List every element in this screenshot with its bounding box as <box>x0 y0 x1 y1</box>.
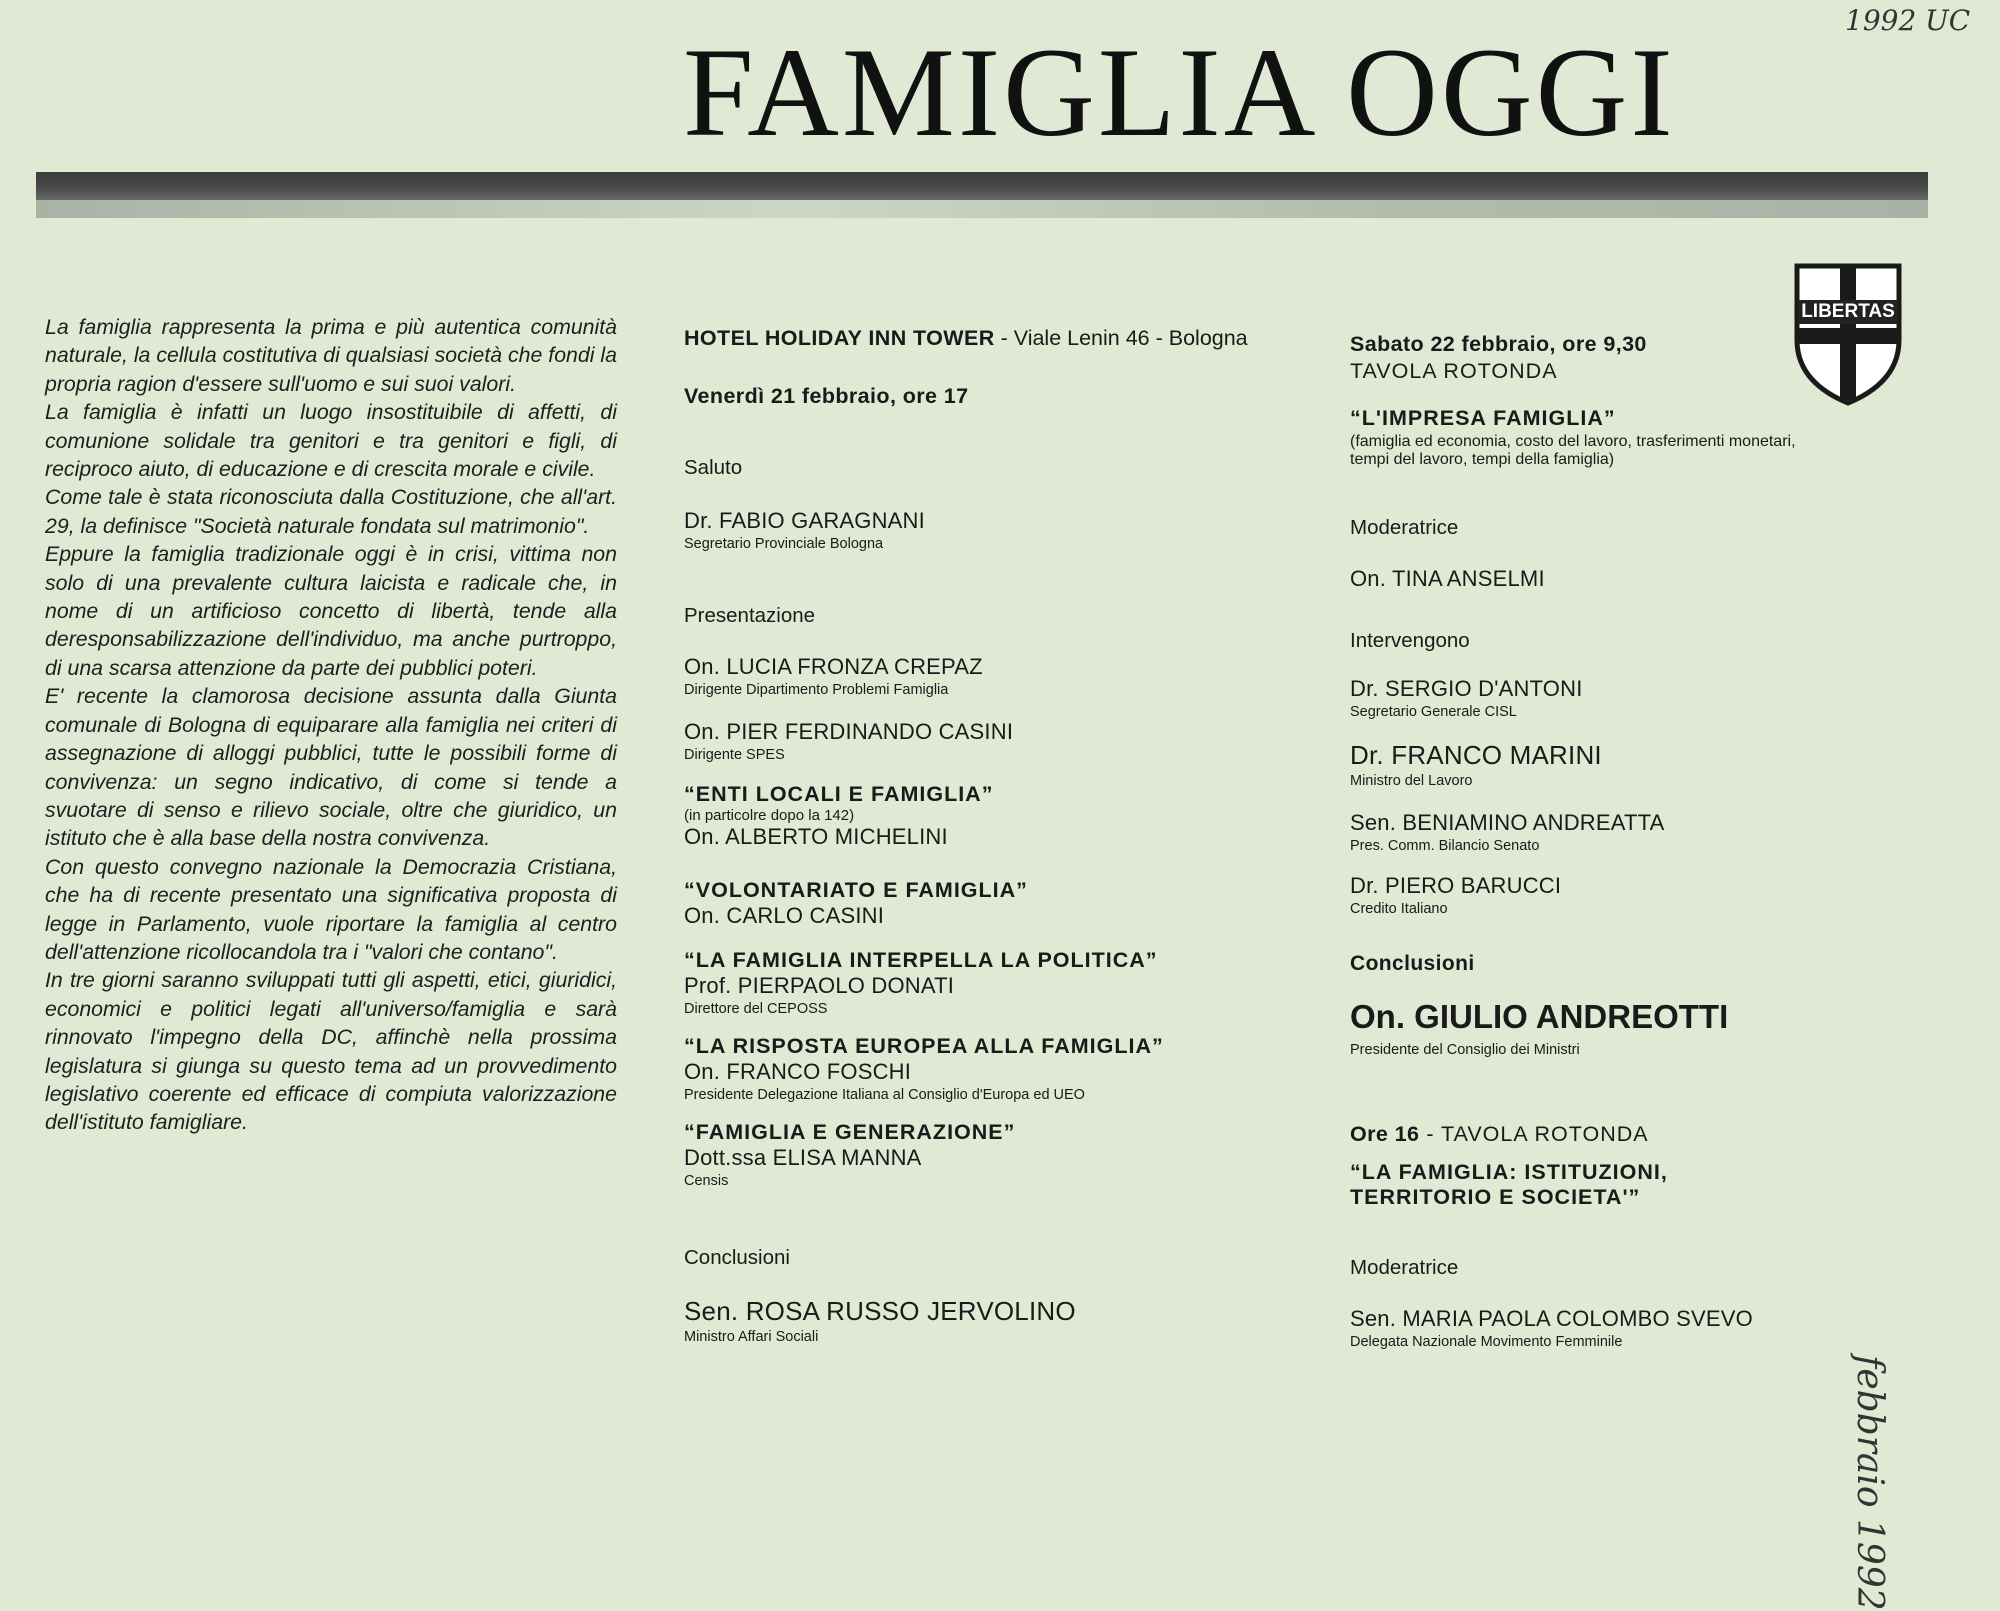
intervengono-label: Intervengono <box>1350 629 1470 652</box>
libertas-label: LIBERTAS <box>1798 300 1898 324</box>
intro-paragraph: Eppure la famiglia tradizionale oggi è in crisi, vittima non solo di una prevalente cultura laicista e radicale che, in nome di un artificioso concetto di libertà, tende alla deresponsabilizzazione dell'individuo, ma anche purtroppo, di una scarsa attenzione da parte dei pubblici poteri. <box>45 542 617 680</box>
speaker-role: Delegata Nazionale Movimento Femminile <box>1350 1334 1623 1350</box>
saluto-speaker <box>684 508 925 552</box>
speaker-role: Ministro Affari Sociali <box>684 1329 819 1345</box>
intro-paragraph: Con questo convegno nazionale la Democrazia Cristiana, che ha di recente presentato una significativa proposta di legge in Parlamento, vuole riportare la famiglia al centro dell'attenzione ricollocandola tra i "valori che contano". <box>45 854 617 964</box>
intro-paragraph: La famiglia rappresenta la prima e più autentica comunità naturale, la cellula costitutiva di qualsiasi società che fondi la propria ragion d'essere sull'uomo e sui suoi valori. <box>45 315 617 396</box>
topic-note: tempi del lavoro, tempi della famiglia) <box>1350 451 1615 468</box>
talk-title: “FAMIGLIA E GENERAZIONE” <box>684 1120 1016 1144</box>
topic-title: TERRITORIO E SOCIETA'” <box>1350 1185 1641 1209</box>
speaker-name: Dr. PIERO BARUCCI <box>1350 873 1562 898</box>
talk-title: “LA FAMIGLIA INTERPELLA LA POLITICA” <box>684 948 1158 972</box>
handwritten-note: 1992 UC <box>1845 4 1971 37</box>
speaker-name: Dr. FRANCO MARINI <box>1350 740 1602 770</box>
talk-politica <box>684 948 1158 1017</box>
speaker-role: Pres. Comm. Bilancio Senato <box>1350 838 1540 854</box>
conclusioni-speaker <box>684 1296 1076 1345</box>
venue-name: HOTEL HOLIDAY INN TOWER <box>684 326 995 350</box>
venue-line <box>684 326 1248 351</box>
talk-title: “ENTI LOCALI E FAMIGLIA” <box>684 782 994 806</box>
conclusioni-label: Conclusioni <box>1350 952 1475 975</box>
friday-date: Venerdì 21 febbraio, ore 17 <box>684 384 969 408</box>
talk-volontariato <box>684 878 1028 929</box>
afternoon-session <box>1350 1122 1649 1147</box>
conclusioni-speaker <box>1350 998 1728 1058</box>
speaker-role: Presidente del Consiglio dei Ministri <box>1350 1042 1580 1058</box>
speaker-role: Dirigente Dipartimento Problemi Famiglia <box>684 682 949 698</box>
speaker-name: On. CARLO CASINI <box>684 903 885 928</box>
moderatrice-label: Moderatrice <box>1350 516 1459 539</box>
saturday-topic <box>1350 406 1796 469</box>
saturday-date: Sabato 22 febbraio, ore 9,30 <box>1350 332 1647 356</box>
intro-paragraph: E' recente la clamorosa decisione assunta dalla Giunta comunale di Bologna di equiparare alla famiglia nei criteri di assegnazione di alloggi pubblici, tutte le possibili forme di convivenza: un segno indicativo, di come si tende a svuotare di senso e rilievo sociale, oltre che giuridico, un istituto che è alla base della nostra convivenza. <box>45 684 617 851</box>
speaker-role: Segretario Provinciale Bologna <box>684 536 884 552</box>
speaker-name: On. GIULIO ANDREOTTI <box>1350 998 1729 1035</box>
speaker-role: Direttore del CEPOSS <box>684 1001 828 1017</box>
speaker-role: Credito Italiano <box>1350 901 1448 917</box>
speaker-name: Sen. ROSA RUSSO JERVOLINO <box>684 1296 1076 1326</box>
intro-text <box>45 313 617 1137</box>
afternoon-session-label: - TAVOLA ROTONDA <box>1419 1122 1649 1146</box>
speaker-name: On. LUCIA FRONZA CREPAZ <box>684 654 983 679</box>
speaker-name: On. ALBERTO MICHELINI <box>684 824 948 849</box>
speaker-role: Censis <box>684 1173 729 1189</box>
speaker-4 <box>1350 873 1561 917</box>
speaker-name: Prof. PIERPAOLO DONATI <box>684 973 955 998</box>
title-rule <box>36 172 1928 200</box>
speaker-name: Dott.ssa ELISA MANNA <box>684 1145 922 1170</box>
speaker-name: Sen. BENIAMINO ANDREATTA <box>1350 810 1665 835</box>
speaker-3 <box>1350 810 1665 854</box>
speaker-name: On. FRANCO FOSCHI <box>684 1059 912 1084</box>
afternoon-topic <box>1350 1160 1668 1210</box>
speaker-2 <box>1350 740 1602 789</box>
speaker-role: Presidente Delegazione Italiana al Consiglio d'Europa ed UEO <box>684 1087 1085 1103</box>
moderatrice-name: On. TINA ANSELMI <box>1350 566 1545 591</box>
speaker-name: Dr. FABIO GARAGNANI <box>684 508 925 533</box>
speaker-name: Sen. MARIA PAOLA COLOMBO SVEVO <box>1350 1306 1753 1331</box>
saluto-label: Saluto <box>684 456 743 479</box>
presenter-2 <box>684 719 1013 763</box>
speaker-role: Dirigente SPES <box>684 747 785 763</box>
saturday-session: TAVOLA ROTONDA <box>1350 359 1558 383</box>
talk-title: “LA RISPOSTA EUROPEA ALLA FAMIGLIA” <box>684 1034 1164 1058</box>
poster-title: FAMIGLIA OGGI <box>683 23 1676 163</box>
speaker-name: On. PIER FERDINANDO CASINI <box>684 719 1014 744</box>
title-rule-shadow <box>36 200 1928 218</box>
presenter-1 <box>684 654 983 698</box>
topic-title: “LA FAMIGLIA: ISTITUZIONI, <box>1350 1160 1668 1184</box>
speaker-role: Segretario Generale CISL <box>1350 704 1517 720</box>
libertas-shield-icon <box>1793 262 1903 407</box>
saturday-header <box>1350 332 1647 384</box>
afternoon-time: Ore 16 <box>1350 1122 1420 1146</box>
talk-generazione <box>684 1120 1015 1189</box>
speaker-role: Ministro del Lavoro <box>1350 773 1473 789</box>
intro-paragraph: In tre giorni saranno sviluppati tutti gli aspetti, etici, giuridici, economici e politici legati all'universo/famiglia e sarà rinnovato l'impegno della DC, affinchè nella prossima legislatura si giunga su questo tema ad un provvedimento legislativo coerente ed efficace di compiuta valorizzazione dell'istituto famigliare. <box>45 968 617 1135</box>
intro-paragraph: La famiglia è infatti un luogo insostituibile di affetti, di comunione solidale tra genitori e tra genitori e figli, di reciproco aiuto, di educazione e di crescita morale e civile. <box>45 400 617 482</box>
pm-moderatrice-label: Moderatrice <box>1350 1256 1459 1279</box>
pm-moderatrice <box>1350 1306 1753 1350</box>
speaker-name: Dr. SERGIO D'ANTONI <box>1350 676 1583 701</box>
venue-address: - Viale Lenin 46 - Bologna <box>994 326 1248 350</box>
presentazione-label: Presentazione <box>684 604 816 627</box>
handwritten-side-note: febbraio 1992 <box>1849 1355 1890 1611</box>
conclusioni-label: Conclusioni <box>684 1246 790 1269</box>
talk-note: (in particolre dopo la 142) <box>684 807 855 824</box>
talk-europea <box>684 1034 1164 1103</box>
intro-paragraph: Come tale è stata riconosciuta dalla Costituzione, che all'art. 29, la definisce "Società naturale fondata sul matrimonio". <box>45 485 617 538</box>
topic-title: “L'IMPRESA FAMIGLIA” <box>1350 406 1616 430</box>
speaker-1 <box>1350 676 1583 720</box>
topic-note: (famiglia ed economia, costo del lavoro, trasferimenti monetari, <box>1350 433 1796 450</box>
talk-enti-locali <box>684 782 993 850</box>
talk-title: “VOLONTARIATO E FAMIGLIA” <box>684 878 1028 902</box>
